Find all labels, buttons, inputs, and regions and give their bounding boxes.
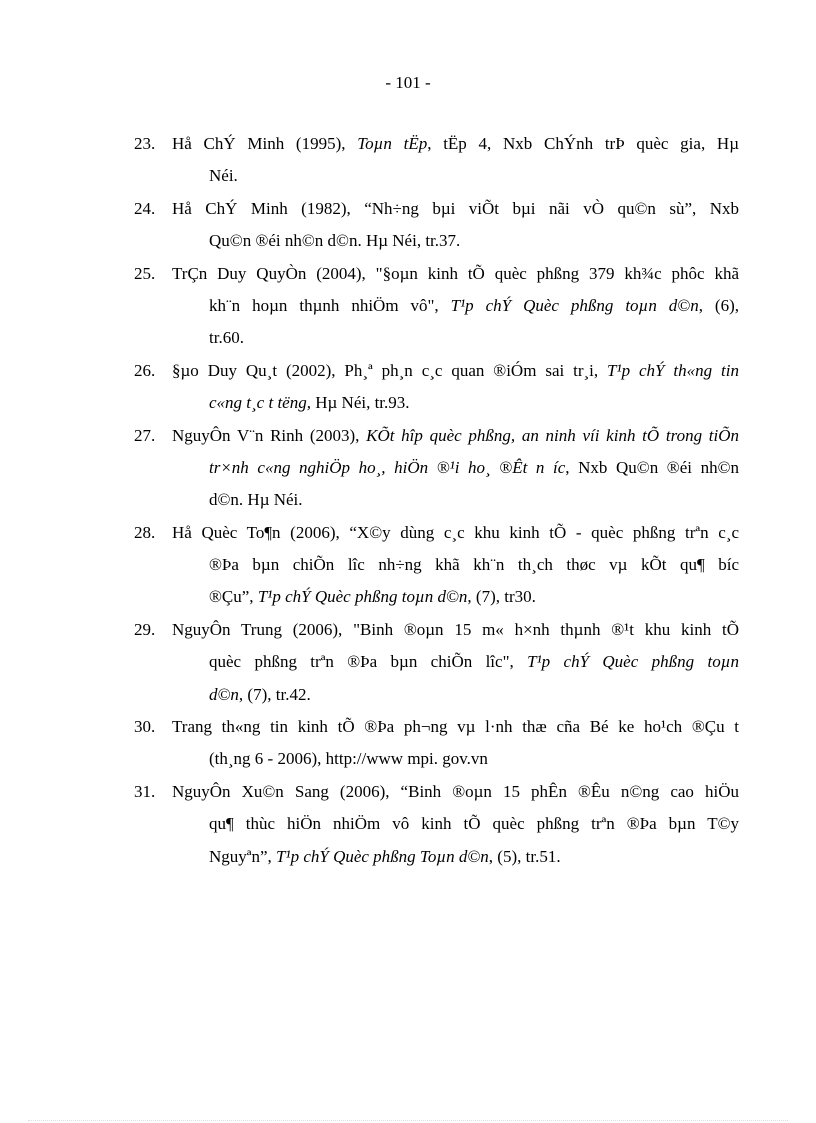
reference-text-segment: §µo Duy Qu¸t (2002), Ph¸ª ph¸n c¸c quan ®iÓm sai tr¸i,: [172, 360, 608, 380]
reference-title-italic: T¹p chÝ Quèc phßng toµn d©n: [257, 587, 468, 607]
page-bottom-divider: [28, 1120, 788, 1121]
reference-line: [0, 290, 816, 322]
reference-line: [0, 355, 816, 387]
reference-line: [0, 776, 816, 808]
reference-text-segment: , (6),: [698, 295, 739, 315]
reference-line: [0, 420, 816, 452]
reference-text: [172, 614, 739, 646]
reference-text: [209, 160, 739, 192]
reference-line: [0, 808, 816, 840]
reference-text: [209, 646, 739, 678]
reference-number: 25.: [134, 263, 156, 283]
reference-text: [172, 517, 739, 549]
reference-line: [0, 128, 816, 160]
reference-text-segment: , Nxb Qu©n ®éi nh©n: [565, 457, 739, 477]
reference-text: [209, 387, 739, 419]
reference-text-segment: quèc phßng trªn ®Þa bµn chiÕn lîc",: [209, 652, 528, 672]
reference-text-segment: kh¨n hoµn thµnh nhiÖm vô",: [209, 295, 451, 315]
reference-item: [0, 128, 816, 193]
reference-text: [209, 484, 739, 516]
reference-text-segment: ®Çu”,: [209, 587, 258, 607]
reference-text-segment: Trang th«ng tin kinh tÕ ®Þa ph¬ng vµ l·nh thæ cña Bé ke ho¹ch ®Çu t: [172, 717, 739, 737]
reference-item: [0, 193, 816, 258]
reference-text: [209, 290, 739, 322]
reference-text-segment: , (5), tr.51.: [488, 846, 561, 866]
reference-text-segment: , (7), tr30.: [467, 587, 536, 607]
reference-number: 23.: [134, 134, 156, 153]
reference-item: [0, 711, 816, 776]
reference-text-segment: ®Þa bµn chiÕn lîc nh÷ng khã kh¨n th¸ch thøc vµ kÕt qu¶ bíc: [209, 555, 739, 575]
reference-text: [172, 355, 739, 387]
reference-text: [209, 679, 739, 711]
reference-line: [0, 225, 816, 257]
reference-title-italic: c«ng t¸c t tëng,: [209, 393, 311, 413]
reference-line: [0, 679, 816, 711]
reference-number: 24.: [134, 198, 156, 218]
reference-title-italic: T¹p chÝ Quèc phßng toµn d©n: [450, 295, 699, 315]
reference-text-segment: Hå ChÝ Minh (1995),: [172, 134, 358, 153]
reference-number: 27.: [134, 425, 156, 445]
reference-list: [0, 128, 816, 873]
reference-text: [209, 322, 739, 354]
reference-text: [209, 452, 739, 484]
reference-line: [0, 549, 816, 581]
reference-line: [0, 322, 816, 354]
reference-text: [209, 841, 739, 873]
reference-line: [0, 160, 816, 192]
reference-title-italic: Toµn tËp: [357, 134, 428, 153]
reference-text: [172, 420, 739, 452]
reference-text-segment: NguyÔn Trung (2006), "Binh ®oµn 15 m« h×nh thµnh ®¹t khu kinh tÕ: [172, 619, 739, 639]
reference-line: [0, 646, 816, 678]
reference-text-segment: , (7), tr.42.: [238, 684, 311, 704]
reference-line: [0, 614, 816, 646]
page-number: - 101 -: [385, 73, 431, 92]
reference-text: [209, 225, 739, 257]
reference-text: [209, 808, 739, 840]
reference-text: [172, 128, 739, 160]
reference-item: [0, 258, 816, 355]
reference-title-italic: d©n: [209, 684, 239, 704]
reference-line: [0, 193, 816, 225]
reference-number: 31.: [134, 781, 156, 801]
reference-text-segment: Hå Quèc To¶n (2006), “X©y dùng c¸c khu kinh tÕ - quèc phßng trªn c¸c: [172, 522, 739, 542]
reference-text-segment: TrÇn Duy QuyÒn (2004), "§oµn kinh tÕ quèc phßng 379 kh¾c phôc khã: [172, 263, 739, 283]
reference-text-segment: Nguyªn”,: [209, 846, 277, 866]
reference-text: [209, 743, 739, 775]
reference-text: [172, 776, 739, 808]
reference-text: [209, 549, 739, 581]
reference-line: [0, 581, 816, 613]
reference-text-segment: Néi.: [209, 166, 238, 186]
reference-text-segment: Hµ Néi, tr.93.: [310, 393, 410, 413]
reference-title-italic: tr×nh c«ng nghiÖp ho¸, hiÖn ®¹i ho¸ ®Êt n íc: [209, 457, 566, 477]
reference-line: [0, 452, 816, 484]
reference-text: [172, 711, 739, 743]
reference-text-segment: (th¸ng 6 - 2006), http://www mpi. gov.vn: [209, 749, 488, 769]
reference-text-segment: NguyÔn V¨n Rinh (2003),: [172, 425, 367, 445]
reference-item: [0, 517, 816, 614]
reference-title-italic: T¹p chÝ Quèc phßng toµn: [527, 652, 739, 672]
reference-text: [172, 193, 739, 225]
reference-text-segment: tr.60.: [209, 328, 244, 348]
reference-text-segment: Qu©n ®éi nh©n d©n. Hµ Néi, tr.37.: [209, 231, 461, 251]
reference-text-segment: d©n. Hµ Néi.: [209, 490, 303, 510]
reference-line: [0, 841, 816, 873]
reference-text-segment: , tËp 4, Nxb ChÝnh trÞ quèc gia, Hµ: [427, 134, 739, 153]
reference-item: [0, 614, 816, 711]
reference-text: [172, 258, 739, 290]
reference-number: 28.: [134, 522, 156, 542]
reference-line: [0, 517, 816, 549]
reference-item: [0, 355, 816, 420]
reference-line: [0, 258, 816, 290]
reference-text-segment: qu¶ thùc hiÖn nhiÖm vô kinh tÕ quèc phßng trªn ®Þa bµn T©y: [209, 814, 739, 834]
reference-text: [209, 581, 739, 613]
reference-number: 26.: [134, 360, 156, 380]
reference-number: 30.: [134, 717, 156, 737]
reference-line: [0, 484, 816, 516]
reference-line: [0, 387, 816, 419]
reference-title-italic: T¹p chÝ th«ng tin: [607, 360, 739, 380]
reference-line: [0, 743, 816, 775]
reference-item: [0, 420, 816, 517]
reference-item: [0, 776, 816, 873]
reference-text-segment: Hå ChÝ Minh (1982), “Nh÷ng bµi viÕt bµi nãi vÒ qu©n sù”, Nxb: [172, 198, 739, 218]
reference-text-segment: NguyÔn Xu©n Sang (2006), “Binh ®oµn 15 phÊn ®Êu n©ng cao hiÖu: [172, 781, 739, 801]
reference-title-italic: T¹p chÝ Quèc phßng Toµn d©n: [276, 846, 489, 866]
reference-number: 29.: [134, 619, 156, 639]
reference-title-italic: KÕt hîp quèc phßng, an ninh víi kinh tÕ trong tiÕn: [366, 425, 739, 445]
reference-line: [0, 711, 816, 743]
